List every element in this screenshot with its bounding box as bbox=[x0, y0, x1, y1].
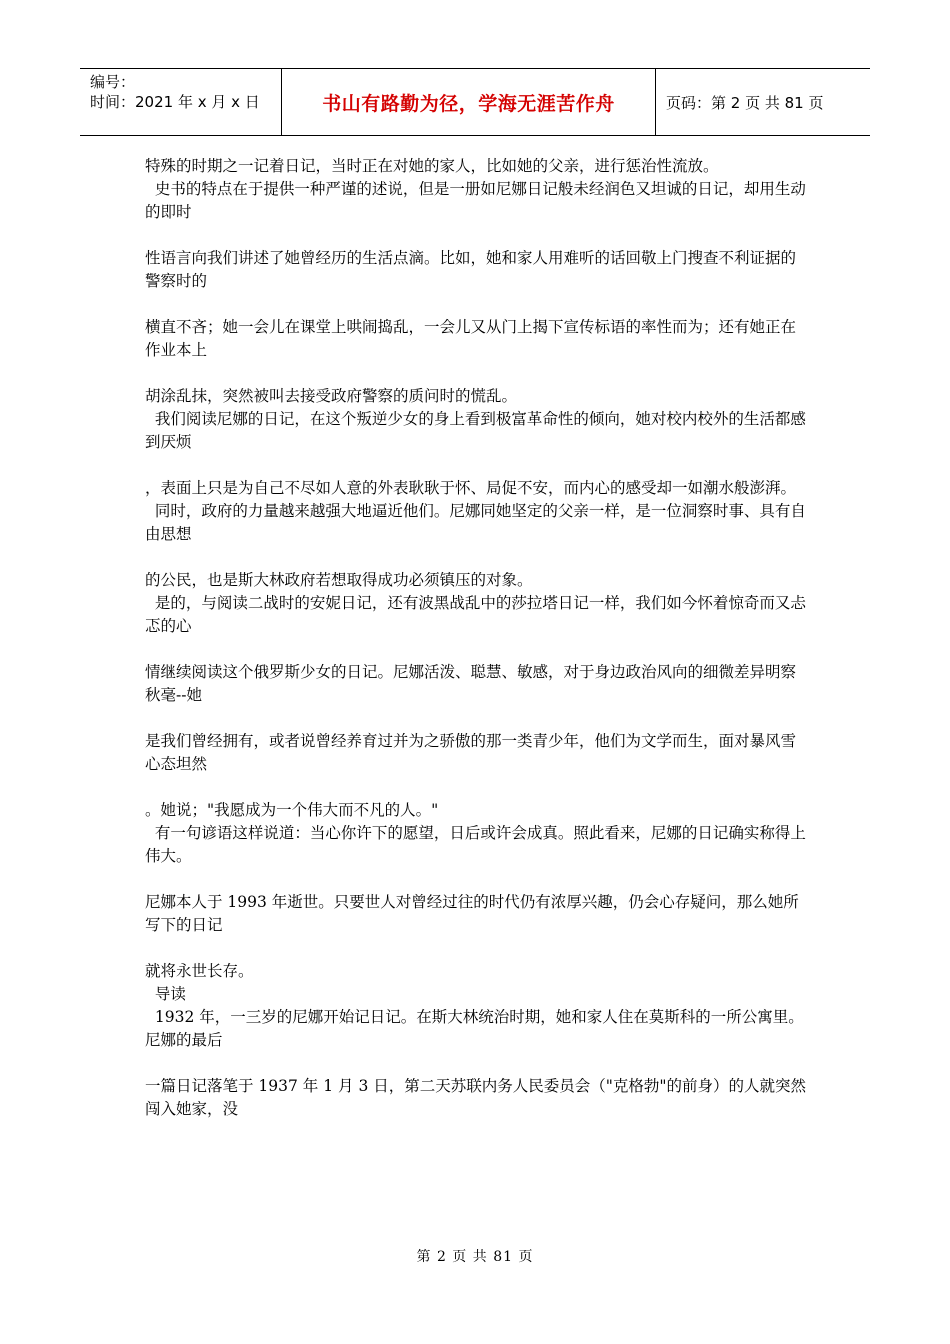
paragraph: 同时，政府的力量越来越强大地逼近他们。尼娜同她坚定的父亲一样，是一位洞察时事、具有自由思想 bbox=[145, 502, 806, 543]
paragraph: 一篇日记落笔于 1937 年 1 月 3 日，第二天苏联内务人民委员会（"克格勃"的前身）的人就突然闯入她家，没 bbox=[145, 1077, 806, 1118]
paragraph: 。她说；"我愿成为一个伟大而不凡的人。" bbox=[145, 801, 439, 819]
paragraph: 胡涂乱抹，突然被叫去接受政府警察的质问时的慌乱。 bbox=[145, 387, 518, 405]
paragraph: 有一句谚语这样说道：当心你许下的愿望，日后或许会成真。照此看来，尼娜的日记确实称得上伟大。 bbox=[145, 824, 806, 865]
paragraph: ，表面上只是为自己不尽如人意的外表耿耿于怀、局促不安，而内心的感受却一如潮水般澎湃。 bbox=[145, 479, 797, 497]
page-footer: 第 2 页 共 81 页 bbox=[416, 1249, 534, 1265]
page-header bbox=[80, 68, 870, 136]
paragraph: 尼娜本人于 1993 年逝世。只要世人对曾经过往的时代仍有浓厚兴趣，仍会心存疑问，那么她所写下的日记 bbox=[145, 893, 799, 934]
header-page-info: 页码：第 2 页 共 81 页 bbox=[666, 93, 824, 112]
paragraph: 是我们曾经拥有，或者说曾经养育过并为之骄傲的那一类青少年，他们为文学而生，面对暴风雪心态坦然 bbox=[145, 732, 797, 773]
header-number-label: 编号： bbox=[90, 73, 136, 91]
paragraph: 横直不吝；她一会儿在课堂上哄闹捣乱，一会儿又从门上揭下宣传标语的率性而为；还有她正在作业本上 bbox=[145, 318, 797, 359]
paragraph: 史书的特点在于提供一种严谨的述说，但是一册如尼娜日记般未经润色又坦诚的日记，却用生动的即时 bbox=[145, 180, 806, 221]
header-motto: 书山有路勤为径，学海无涯苦作舟 bbox=[282, 69, 656, 135]
paragraph: 性语言向我们讲述了她曾经历的生活点滴。比如，她和家人用难听的话回敬上门搜查不利证据的警察时的 bbox=[145, 249, 797, 290]
document-body bbox=[145, 155, 810, 1121]
header-date-label: 时间：2021 年 x 月 x 日 bbox=[90, 93, 260, 111]
paragraph: 特殊的时期之一记着日记，当时正在对她的家人，比如她的父亲，进行惩治性流放。 bbox=[145, 157, 719, 175]
paragraph: 导读 bbox=[145, 985, 186, 1003]
paragraph: 是的，与阅读二战时的安妮日记，还有波黑战乱中的莎拉塔日记一样，我们如今怀着惊奇而又忐忑的心 bbox=[145, 594, 806, 635]
header-meta-cell bbox=[80, 69, 282, 135]
paragraph: 情继续阅读这个俄罗斯少女的日记。尼娜活泼、聪慧、敏感，对于身边政治风向的细微差异明察秋毫--她 bbox=[145, 663, 797, 704]
paragraph: 的公民，也是斯大林政府若想取得成功必须镇压的对象。 bbox=[145, 571, 533, 589]
paragraph: 1932 年，一三岁的尼娜开始记日记。在斯大林统治时期，她和家人住在莫斯科的一所公寓里。尼娜的最后 bbox=[145, 1008, 804, 1049]
paragraph: 就将永世长存。 bbox=[145, 962, 254, 980]
paragraph: 我们阅读尼娜的日记，在这个叛逆少女的身上看到极富革命性的倾向，她对校内校外的生活都感到厌烦 bbox=[145, 410, 806, 451]
